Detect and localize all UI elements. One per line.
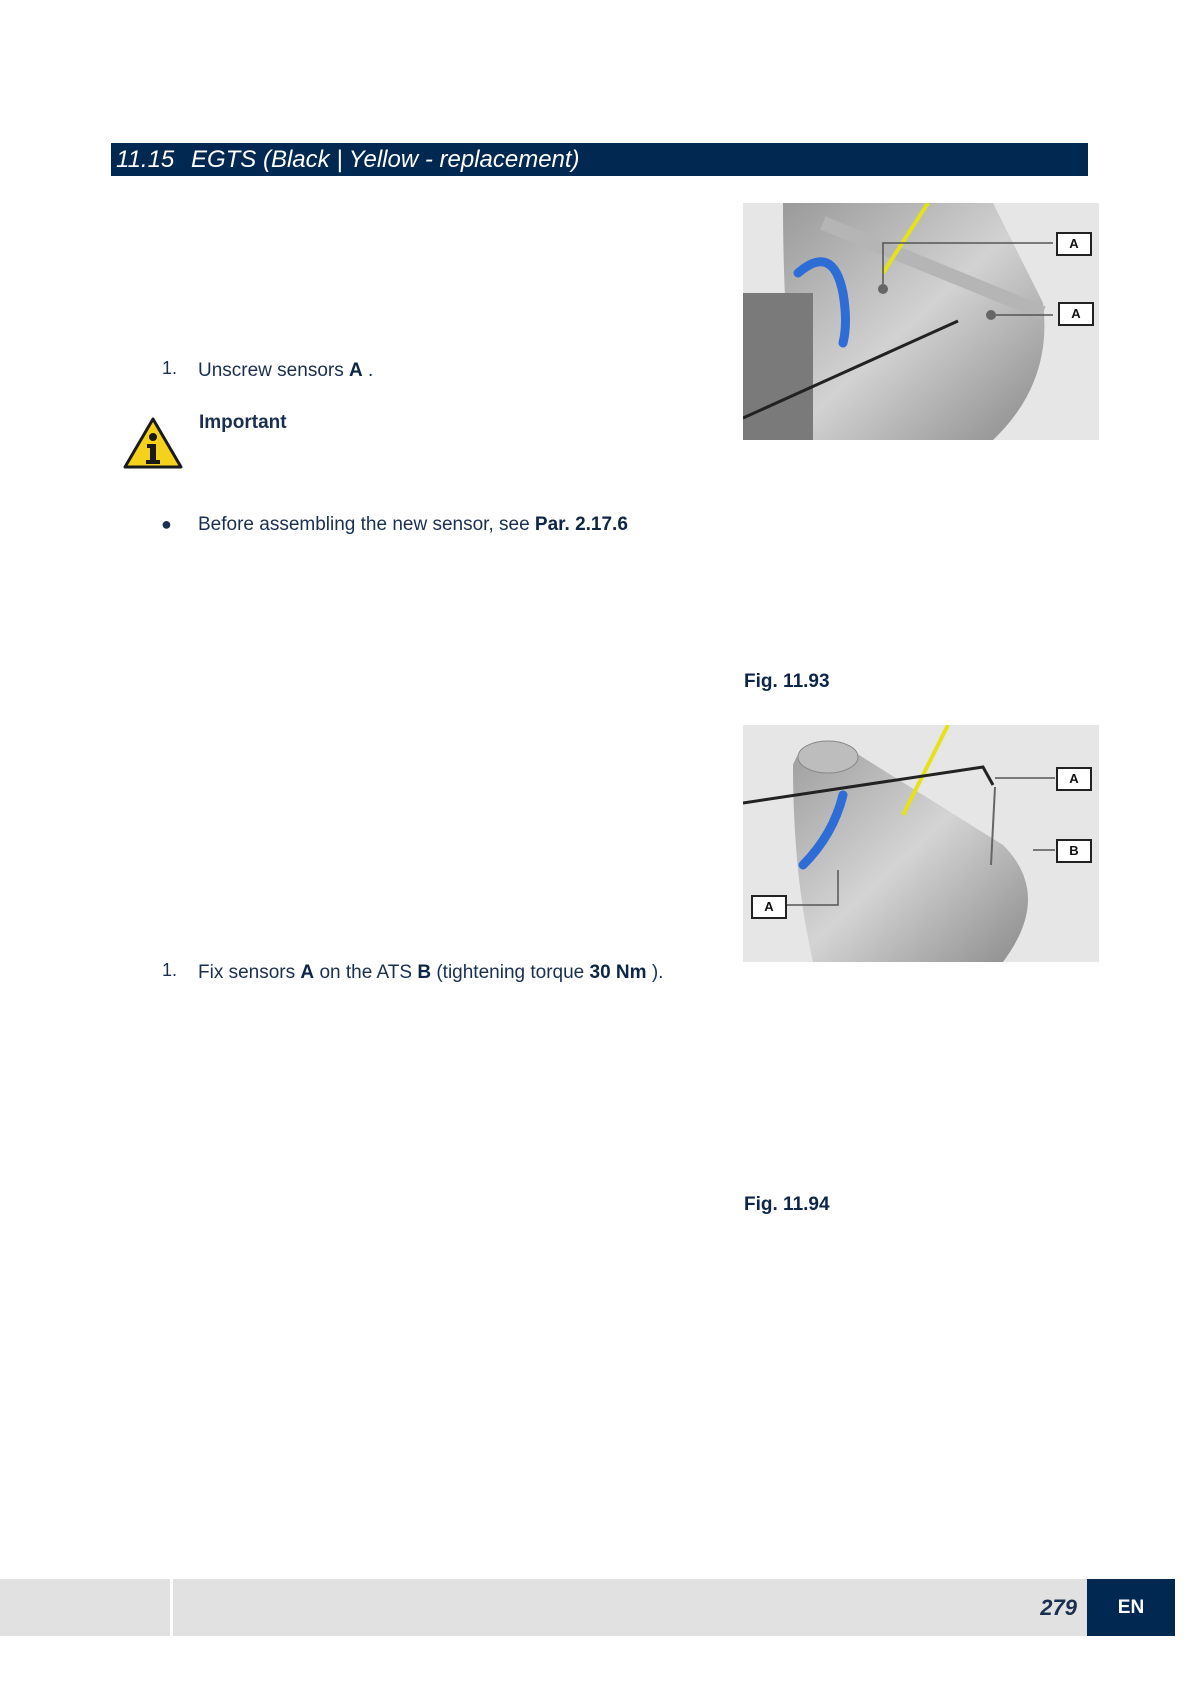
step-text-4: ).: [651, 962, 664, 983]
language-badge: EN: [1087, 1579, 1175, 1636]
page-number: 279: [1040, 1595, 1077, 1620]
figure-caption: Fig. 11.94: [744, 1194, 830, 1215]
exhaust-ats-illustration: [743, 725, 1099, 962]
callout-a: A: [751, 895, 787, 919]
figure-11-94-image: [743, 725, 1099, 962]
step-text: [198, 360, 373, 382]
exhaust-ats-illustration: [743, 203, 1099, 440]
par-reference-link[interactable]: Par. 2.17.6: [534, 514, 628, 535]
footer-divider: [170, 1579, 173, 1636]
ref-a: A: [349, 360, 363, 381]
callout-a: A: [1056, 767, 1092, 791]
ref-b: B: [417, 962, 432, 983]
section-number: 11.15: [116, 146, 175, 173]
bullet-text-pre: Before assembling the new sensor, see: [198, 514, 530, 535]
step-text-3: (tightening torque: [436, 962, 585, 983]
step-text-post: .: [368, 360, 374, 381]
torque-value: 30 Nm: [589, 962, 647, 983]
callout-a: A: [1056, 232, 1092, 256]
figure-11-93-image: [743, 203, 1099, 440]
ref-a: A: [300, 962, 315, 983]
callout-a: A: [1058, 302, 1094, 326]
bullet-text: [198, 514, 628, 536]
section-title-bar: [111, 143, 1088, 176]
page-footer: [0, 1579, 1175, 1636]
step-text: [198, 962, 663, 984]
step-number: 1.: [162, 358, 178, 378]
step-number: 1.: [162, 960, 178, 980]
figure-caption: Fig. 11.93: [744, 671, 830, 692]
warning-info-icon: [123, 417, 183, 469]
callout-b: B: [1056, 839, 1092, 863]
step-text-2: on the ATS: [319, 962, 413, 983]
important-label: Important: [199, 412, 287, 433]
bullet-dot-icon: ●: [161, 514, 172, 534]
section-title: EGTS (Black | Yellow - replacement): [190, 146, 580, 173]
step-text-1: Fix sensors: [198, 962, 296, 983]
step-text-pre: Unscrew sensors: [198, 360, 344, 381]
